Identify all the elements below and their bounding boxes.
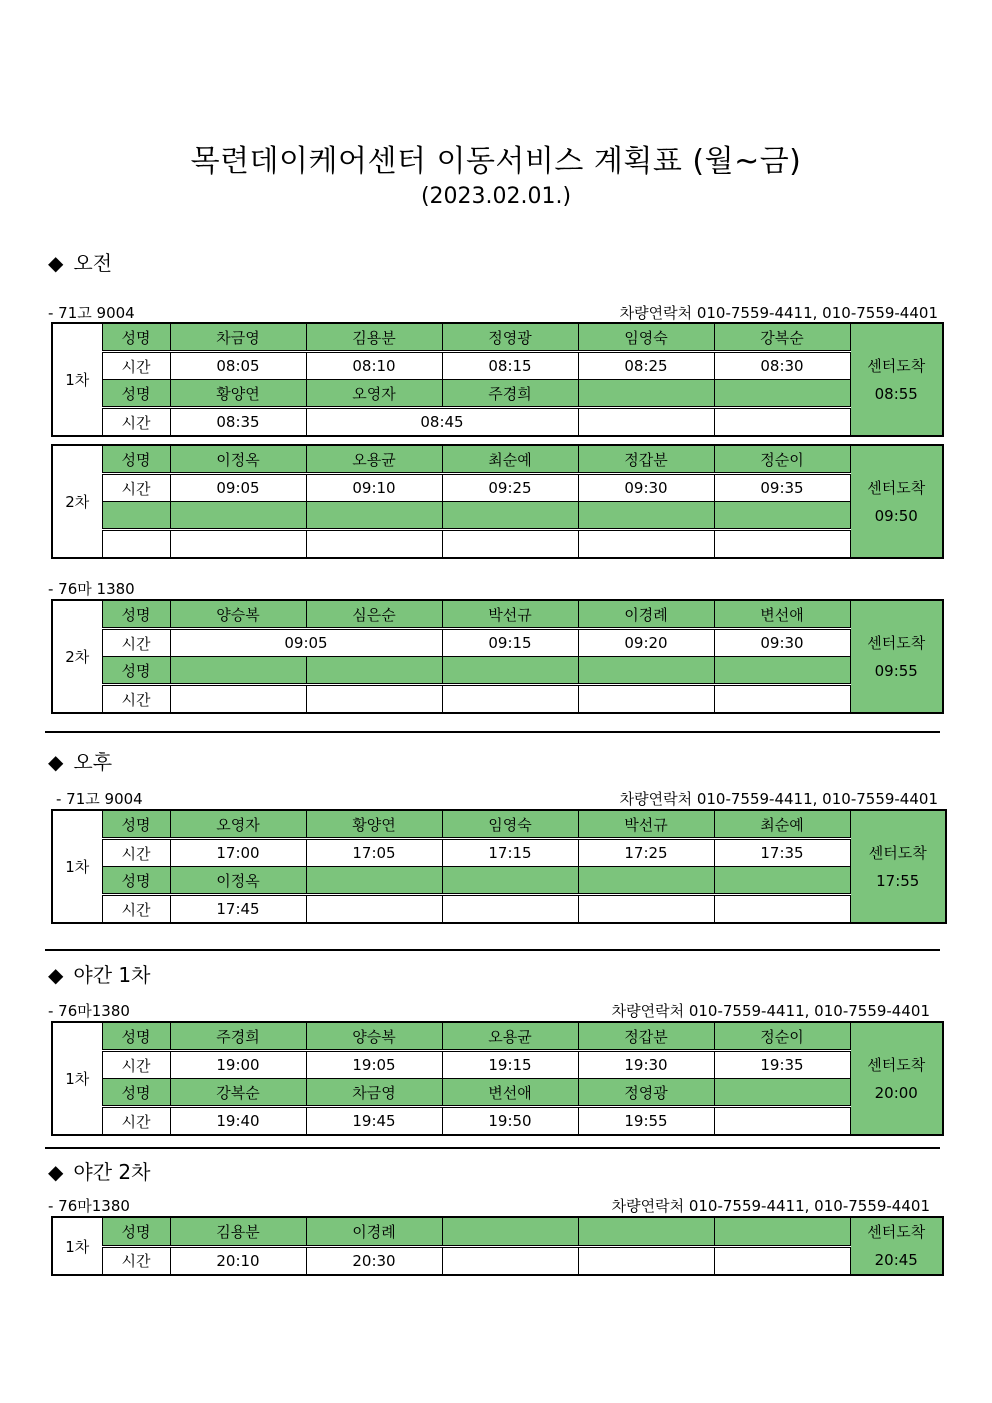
center-arrival-cell	[850, 600, 943, 713]
passenger-name-cell	[578, 1217, 714, 1246]
times-row	[52, 1246, 943, 1275]
page-date: (2023.02.01.)	[420, 184, 572, 209]
passenger-name-cell: 오영자	[170, 810, 306, 839]
pickup-time-cell: 09:10	[306, 474, 442, 502]
name-header-label: 성명	[102, 657, 170, 685]
center-arrival-time: 08:55	[874, 384, 918, 403]
passenger-name-cell	[714, 867, 850, 895]
passenger-name-cell	[578, 657, 714, 685]
pickup-time-cell: 19:05	[306, 1051, 442, 1079]
times-row	[52, 629, 943, 657]
names-row	[52, 867, 946, 895]
pickup-time-cell	[170, 685, 306, 714]
round-label: 1차	[52, 810, 102, 923]
pickup-time-cell: 17:00	[170, 839, 306, 867]
passenger-name-cell: 정순이	[714, 445, 850, 474]
passenger-name-cell: 임영숙	[578, 323, 714, 352]
center-arrival-cell	[850, 445, 943, 558]
diamond-bullet-icon: ◆	[48, 963, 64, 987]
center-arrival-time: 09:55	[874, 661, 918, 680]
pickup-time-cell: 09:30	[578, 474, 714, 502]
pickup-time-cell: 08:15	[442, 352, 578, 380]
passenger-name-cell: 황양연	[306, 810, 442, 839]
section-title: 오후	[73, 750, 113, 774]
center-arrival-time: 09:50	[874, 506, 918, 525]
names-row	[52, 502, 943, 530]
vehicle-contact: 차량연락처 010-7559-4411, 010-7559-4401	[619, 790, 938, 808]
time-header-label	[102, 530, 170, 559]
passenger-name-cell	[306, 502, 442, 530]
pickup-time-cell	[714, 408, 850, 437]
vehicle-number: - 71고 9004	[48, 304, 135, 322]
center-arrival-label: 센터도착	[868, 843, 927, 862]
center-arrival-label: 센터도착	[867, 1223, 926, 1241]
passenger-name-cell	[578, 867, 714, 895]
passenger-name-cell: 양승복	[306, 1022, 442, 1051]
diamond-bullet-icon: ◆	[48, 750, 64, 774]
names-row	[52, 380, 943, 408]
names-row	[52, 600, 943, 629]
pickup-time-cell	[714, 1107, 850, 1136]
passenger-name-cell: 황양연	[170, 380, 306, 408]
pickup-time-cell: 17:25	[578, 839, 714, 867]
times-row	[52, 895, 946, 924]
center-arrival-label: 센터도착	[867, 1055, 926, 1074]
pickup-time-cell	[306, 895, 442, 924]
passenger-name-cell: 오용균	[442, 1022, 578, 1051]
passenger-name-cell	[306, 657, 442, 685]
pickup-time-cell	[442, 685, 578, 714]
pickup-time-cell	[714, 895, 850, 924]
passenger-name-cell	[578, 380, 714, 408]
passenger-name-cell: 최순예	[714, 810, 850, 839]
schedule-table-morning-round1	[51, 322, 944, 437]
pickup-time-cell: 19:40	[170, 1107, 306, 1136]
pickup-time-cell	[714, 1246, 850, 1275]
time-header-label: 시간	[102, 1051, 170, 1079]
pickup-time-cell	[714, 685, 850, 714]
pickup-time-cell	[170, 530, 306, 559]
name-header-label: 성명	[102, 867, 170, 895]
section-title: 야간 1차	[73, 963, 151, 987]
time-header-label: 시간	[102, 685, 170, 714]
passenger-name-cell	[714, 502, 850, 530]
names-row	[52, 810, 946, 839]
pickup-time-cell: 20:10	[170, 1246, 306, 1275]
time-header-label: 시간	[102, 895, 170, 924]
pickup-time-cell: 08:35	[170, 408, 306, 437]
center-arrival-label: 센터도착	[867, 356, 926, 375]
time-header-label: 시간	[102, 1107, 170, 1136]
round-label: 1차	[52, 1217, 102, 1275]
round-label: 2차	[52, 600, 102, 713]
pickup-time-cell: 17:45	[170, 895, 306, 924]
times-row	[52, 408, 943, 437]
passenger-name-cell: 정순이	[714, 1022, 850, 1051]
passenger-name-cell	[714, 380, 850, 408]
passenger-name-cell	[442, 502, 578, 530]
pickup-time-cell: 17:15	[442, 839, 578, 867]
pickup-time-cell: 19:00	[170, 1051, 306, 1079]
passenger-name-cell: 최순예	[442, 445, 578, 474]
time-header-label: 시간	[102, 408, 170, 437]
pickup-time-cell	[306, 685, 442, 714]
passenger-name-cell	[170, 657, 306, 685]
passenger-name-cell: 정갑분	[578, 1022, 714, 1051]
pickup-time-cell	[578, 685, 714, 714]
vehicle-number: - 71고 9004	[56, 790, 143, 808]
section-divider	[45, 731, 940, 733]
pickup-time-cell: 20:30	[306, 1246, 442, 1275]
passenger-name-cell	[714, 657, 850, 685]
pickup-time-cell: 09:15	[442, 629, 578, 657]
section-title: 오전	[73, 251, 113, 275]
pickup-time-cell: 19:15	[442, 1051, 578, 1079]
passenger-name-cell: 정영광	[442, 323, 578, 352]
passenger-name-cell	[442, 657, 578, 685]
times-row	[52, 530, 943, 559]
pickup-time-cell	[578, 530, 714, 559]
pickup-time-cell: 17:05	[306, 839, 442, 867]
passenger-name-cell: 이정옥	[170, 867, 306, 895]
times-row	[52, 1051, 943, 1079]
pickup-time-cell: 09:25	[442, 474, 578, 502]
pickup-time-cell	[442, 895, 578, 924]
passenger-name-cell: 변선애	[714, 600, 850, 629]
name-header-label: 성명	[102, 1079, 170, 1107]
passenger-name-cell: 차금영	[306, 1079, 442, 1107]
center-arrival-label: 센터도착	[867, 478, 926, 497]
section-night1-heading	[48, 959, 150, 988]
vehicle-contact: 차량연락처 010-7559-4411, 010-7559-4401	[619, 304, 938, 322]
passenger-name-cell: 이경례	[306, 1217, 442, 1246]
schedule-table-afternoon-round1	[51, 809, 947, 924]
pickup-time-cell	[578, 895, 714, 924]
vehicle-number: - 76마1380	[48, 1197, 130, 1215]
passenger-name-cell	[306, 867, 442, 895]
names-row	[52, 657, 943, 685]
name-header-label: 성명	[102, 445, 170, 474]
section-night2-heading	[48, 1156, 150, 1185]
center-arrival-cell	[850, 1022, 943, 1135]
center-arrival-cell	[850, 1217, 943, 1275]
schedule-table-morning-round2	[51, 444, 944, 559]
pickup-time-cell: 08:30	[714, 352, 850, 380]
vehicle-number: - 76마1380	[48, 1002, 130, 1020]
passenger-name-cell	[170, 502, 306, 530]
times-row	[52, 839, 946, 867]
passenger-name-cell: 이정옥	[170, 445, 306, 474]
center-arrival-time: 20:00	[874, 1083, 918, 1102]
names-row	[52, 1217, 943, 1246]
diamond-bullet-icon: ◆	[48, 251, 64, 275]
time-header-label: 시간	[102, 839, 170, 867]
passenger-name-cell	[714, 1079, 850, 1107]
section-morning-heading	[48, 247, 112, 276]
passenger-name-cell: 이경례	[578, 600, 714, 629]
name-header-label: 성명	[102, 380, 170, 408]
section-title: 야간 2차	[73, 1160, 151, 1184]
passenger-name-cell	[714, 1217, 850, 1246]
pickup-time-cell: 09:05	[170, 629, 442, 657]
passenger-name-cell: 박선규	[442, 600, 578, 629]
passenger-name-cell: 정갑분	[578, 445, 714, 474]
name-header-label: 성명	[102, 1217, 170, 1246]
passenger-name-cell: 주경희	[170, 1022, 306, 1051]
times-row	[52, 474, 943, 502]
passenger-name-cell	[442, 1217, 578, 1246]
passenger-name-cell: 변선애	[442, 1079, 578, 1107]
pickup-time-cell: 17:35	[714, 839, 850, 867]
vehicle-contact: 차량연락처 010-7559-4411, 010-7559-4401	[611, 1197, 930, 1215]
pickup-time-cell: 09:30	[714, 629, 850, 657]
page-title: 목련데이케어센터 이동서비스 계획표 (월~금)	[190, 144, 802, 179]
names-row	[52, 323, 943, 352]
center-arrival-label: 센터도착	[867, 633, 926, 652]
time-header-label: 시간	[102, 474, 170, 502]
pickup-time-cell	[578, 408, 714, 437]
name-header-label: 성명	[102, 810, 170, 839]
vehicle-number: - 76마 1380	[48, 580, 135, 598]
schedule-table-morning-vehicle2	[51, 599, 944, 714]
pickup-time-cell: 09:20	[578, 629, 714, 657]
center-arrival-time: 20:45	[874, 1251, 918, 1269]
round-label: 1차	[52, 1022, 102, 1135]
pickup-time-cell: 09:35	[714, 474, 850, 502]
names-row	[52, 1022, 943, 1051]
name-header-label: 성명	[102, 1022, 170, 1051]
schedule-table-night1-round1	[51, 1021, 944, 1136]
passenger-name-cell: 김용분	[170, 1217, 306, 1246]
diamond-bullet-icon: ◆	[48, 1160, 64, 1184]
pickup-time-cell: 19:35	[714, 1051, 850, 1079]
center-arrival-time: 17:55	[876, 871, 920, 890]
round-label: 1차	[52, 323, 102, 436]
pickup-time-cell: 08:10	[306, 352, 442, 380]
passenger-name-cell: 박선규	[578, 810, 714, 839]
section-afternoon-heading	[48, 746, 112, 775]
pickup-time-cell	[442, 530, 578, 559]
pickup-time-cell: 08:45	[306, 408, 578, 437]
name-header-label: 성명	[102, 600, 170, 629]
passenger-name-cell: 정영광	[578, 1079, 714, 1107]
names-row	[52, 445, 943, 474]
times-row	[52, 1107, 943, 1136]
passenger-name-cell: 김용분	[306, 323, 442, 352]
pickup-time-cell: 19:30	[578, 1051, 714, 1079]
passenger-name-cell: 오용균	[306, 445, 442, 474]
time-header-label: 시간	[102, 1246, 170, 1275]
pickup-time-cell	[306, 530, 442, 559]
passenger-name-cell: 주경희	[442, 380, 578, 408]
time-header-label: 시간	[102, 629, 170, 657]
schedule-table-night2-round1	[51, 1216, 944, 1276]
passenger-name-cell: 강복순	[714, 323, 850, 352]
passenger-name-cell: 임영숙	[442, 810, 578, 839]
vehicle-contact: 차량연락처 010-7559-4411, 010-7559-4401	[611, 1002, 930, 1020]
pickup-time-cell: 19:50	[442, 1107, 578, 1136]
name-header-label	[102, 502, 170, 530]
passenger-name-cell: 강복순	[170, 1079, 306, 1107]
section-divider	[45, 1147, 940, 1149]
times-row	[52, 352, 943, 380]
pickup-time-cell: 08:25	[578, 352, 714, 380]
passenger-name-cell: 심은순	[306, 600, 442, 629]
passenger-name-cell: 오영자	[306, 380, 442, 408]
times-row	[52, 685, 943, 714]
passenger-name-cell: 양승복	[170, 600, 306, 629]
time-header-label: 시간	[102, 352, 170, 380]
pickup-time-cell: 08:05	[170, 352, 306, 380]
pickup-time-cell	[578, 1246, 714, 1275]
pickup-time-cell	[714, 530, 850, 559]
names-row	[52, 1079, 943, 1107]
pickup-time-cell: 19:55	[578, 1107, 714, 1136]
round-label: 2차	[52, 445, 102, 558]
name-header-label: 성명	[102, 323, 170, 352]
passenger-name-cell	[442, 867, 578, 895]
pickup-time-cell: 09:05	[170, 474, 306, 502]
center-arrival-cell	[850, 810, 946, 923]
passenger-name-cell	[578, 502, 714, 530]
section-divider	[45, 949, 940, 951]
passenger-name-cell: 차금영	[170, 323, 306, 352]
center-arrival-cell	[850, 323, 943, 436]
pickup-time-cell	[442, 1246, 578, 1275]
pickup-time-cell: 19:45	[306, 1107, 442, 1136]
